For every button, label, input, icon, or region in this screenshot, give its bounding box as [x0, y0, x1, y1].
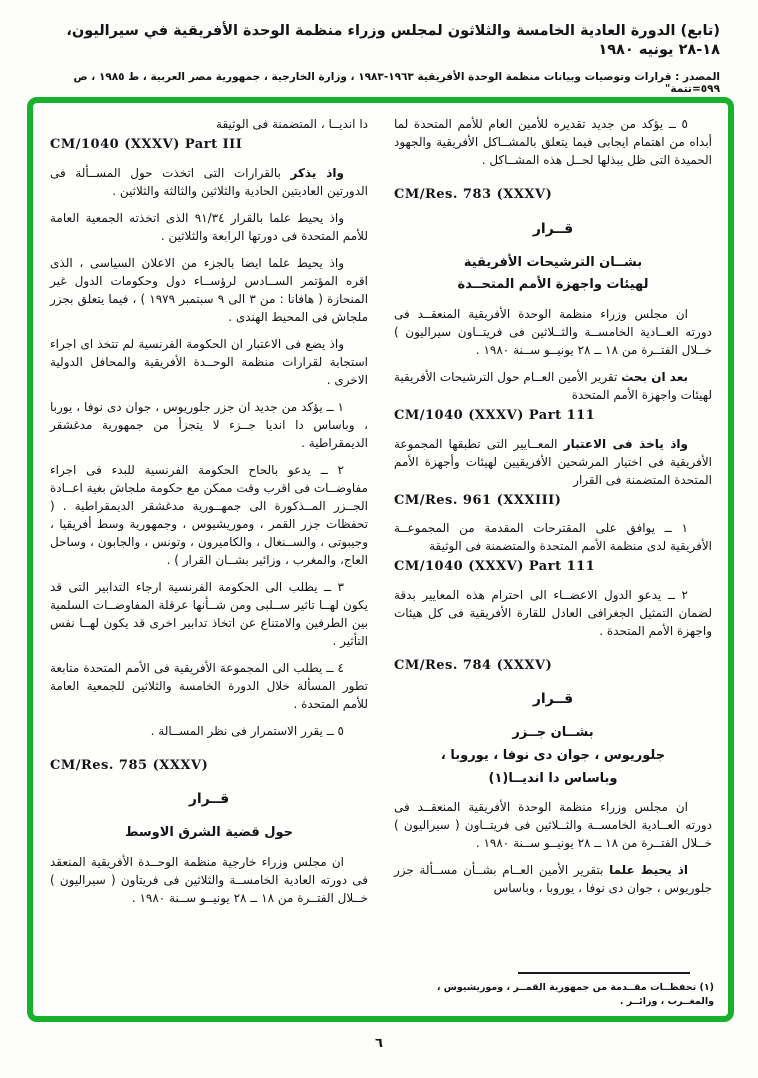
green-frame — [27, 97, 734, 1022]
paragraph-lead: اذ يحيط علما — [609, 863, 688, 878]
paragraph-taking-note — [394, 861, 712, 897]
resolution-784-title-line1: بشــان جــزر — [512, 725, 594, 740]
document-code-cm-1040-c: CM/1040 (XXXV) Part III — [50, 137, 243, 152]
paragraph-text: المعــايير التى تطبقها المجموعة الأفريقية فى اختيار المرشحين الأفريقيين لهيئات وأجهزة الأمم المتحدة المتضمنة فى القرار — [394, 436, 712, 487]
paragraph-lead: بعد ان بحث — [621, 370, 688, 384]
paragraph-text: تقرير الأمين العــام حول الترشيحات الأفريقية لهيئات واجهزة الأمم المتحدة — [394, 370, 712, 402]
footnote-separator-rule — [518, 972, 690, 974]
paragraph-noting-resolution-3491: واذ يحيط علما بالقرار ٩١/٣٤ الذى اتخذته الجمعية العامة للأمم المتحدة فى دورتها الرابعة والثلاثين . — [50, 210, 368, 243]
document-code-cm-1040-a: CM/1040 (XXXV) Part 111 — [394, 408, 596, 423]
paragraph-text: بالقرارات التى اتخذت حول المســألة فى الدورتين العاديتين الحادية والثلاثين والثالثة والثلاثين . — [50, 165, 368, 198]
column-right — [394, 115, 712, 1016]
paragraph-taking-into-account — [394, 435, 712, 489]
page-header — [34, 22, 720, 95]
paragraph-lead: واذ ياخذ فى الاعتبار — [563, 436, 689, 451]
resolution-heading: قــرار — [188, 791, 230, 807]
paragraph-bearing-in-mind: واذ يضع فى الاعتبار ان الحكومة الفرنسية لم تتخذ اى اجراء استجابة لقرارات منظمة الوحــدة الأفريقية والمحافل الدولية الاخرى . — [50, 336, 368, 387]
paragraph-operative-3: ٣ ــ يطلب الى الحكومة الفرنسية ارجاء التدابير التى قد يكون لهــا تاثير ســلبى ومن شــأنها عرقلة المفاوضــات السلمية بين الطرفين والامتناع عن اتخاذ تدابير اخرى قد يكون لهــا نفس التأثير . — [50, 579, 368, 648]
resolution-heading: قــرار — [532, 691, 574, 707]
paragraph-reaffirm-secretary-general: ٥ ــ يؤكد من جديد تقديره للأمين العام للأمم المتحدة لما أبداه من اهتمام ايجابى فيما يتعلق بالمشــاكل الأفريقية والجهود الحميدة التى ظل يبذلها لحــل هذه المشــاكل . — [394, 117, 712, 167]
resolution-783-title-line2: لهيئات واجهزة الأمم المتحــدة — [457, 277, 649, 293]
paragraph-council-784: ان مجلس وزراء منظمة الوحدة الأفريقية المنعقــد فى دورته العــادية الخامســة والثــلاثين فى فريتــاون ( سيراليون ) خــلال الفتــرة من ١٨ ــ ٢٨ يونيــو ســنة ١٩٨٠ . — [394, 800, 712, 851]
paragraph-lead: واذ يذكر — [290, 165, 345, 180]
column-left — [50, 115, 368, 1016]
paragraph-recalling — [50, 164, 368, 200]
paragraph-operative-4: ٤ ــ يطلب الى المجموعة الأفريقية فى الأمم المتحدة متابعة تطور المسألة خلال الدورة الخامسة والثلاثين للجمعية العامة للأمم المتحدة . — [50, 660, 368, 711]
paragraph-council-785: ان مجلس وزراء خارجية منظمة الوحــدة الأفريقية المنعقد فى دورته العادية الخامســة والثلاثين فى فريتاون ( سيراليون ) خــلال الفتــرة من ١٨ ــ ٢٨ يونيــو ســنة ١٩٨٠ . — [50, 854, 368, 905]
document-code-cm-1040-b: CM/1040 (XXXV) Part 111 — [394, 559, 596, 574]
resolution-784-title-line2: جلوريوس ، جوان دى نوفا ، يوروبا ، — [440, 747, 666, 763]
page-number: ٦ — [375, 1036, 383, 1051]
paragraph-operative-1: ١ ــ يؤكد من جديد ان جزر جلوريوس ، جوان دى نوفا ، يوربا ، وباساس دا انديا جــزء لا يتجزأ من جمهورية مدغشقر الديمقراطية . — [50, 399, 368, 450]
paragraph-operative-1: ١ ــ يوافق على المقترحات المقدمة من المجموعــة الأفريقية لدى منظمة الأمم المتحدة والمتضمنة فى الوثيقة — [394, 521, 712, 553]
two-column-layout — [33, 103, 728, 1016]
session-title: (تابع) الدورة العادية الخامسة والثلاثون لمجلس وزراء منظمة الوحدة الأفريقية في سيراليون، ١٨-٢٨ يونيه ١٩٨٠ — [66, 23, 720, 58]
paragraph-text: بتقرير الأمين العــام بشــأن مســألة جزر جلوريوس ، جوان دى نوفا ، يوروبا ، وباساس — [394, 863, 712, 896]
footnote — [412, 970, 714, 1008]
source-citation: المصدر : قرارات وتوصيات وبيانات منظمة الوحدة الأفريقية ١٩٦٣-١٩٨٣ ، وزارة الخارجية ، جمهورية مصر العربية ، ط ١٩٨٥ ، ص ٥٩٩=تتمة" — [73, 70, 720, 95]
paragraph-council-783: ان مجلس وزراء منظمة الوحدة الأفريقية المنعقــد فى دورته العــادية الخامســة والثــلاثين فى فريتــاون سيراليون ) خــلال الفتــرة من ١٨ ــ ٢٨ يونيــو ســنة ١٩٨٠ . — [394, 307, 712, 357]
resolution-783-title-line1: بشــان الترشيحات الأفريقية — [463, 254, 643, 270]
resolution-code-cm-res-783: CM/Res. 783 (XXXV) — [394, 187, 553, 202]
resolution-code-cm-res-961: CM/Res. 961 (XXXIII) — [394, 492, 562, 508]
resolution-784-title-line3: وباساس دا انديــا(١) — [488, 770, 618, 786]
resolution-785-title: حول قضية الشرق الاوسط — [124, 825, 294, 840]
paragraph-operative-2: ٢ ــ يدعو الدول الاعضــاء الى احترام هذه المعايير بدقة لضمان التمثيل الجغرافى العادل للقارة الأفريقية فى كل هيئات واجهزة الأمم المتحدة . — [394, 587, 712, 638]
paragraph-continuation: دا انديــا ، المتضمنة فى الوثيقة — [216, 117, 368, 131]
paragraph-operative-5: ٥ ــ يقرر الاستمرار فى نظر المســالة . — [150, 723, 344, 738]
paragraph-operative-2: ٢ ــ يدعو بالحاح الحكومة الفرنسية للبدء فى اجراء مفاوضــات فى اقرب وقت ممكن مع حكومة ملجاش بغية اعــادة الجــزر المــذكورة الى جمهــورية مدغشقر الديمقراطية . ( تحفظات جزر القمر ، وموريشيوس ، وجمهورية وسط أفريقيا ، وجيبوتى ، والســنغال ، والكاميرون ، وتونس ، والجابون ، وساحل العاج، والمغرب ، وزائير بشــان القرار ) . — [50, 462, 368, 567]
resolution-heading: قــرار — [532, 220, 574, 237]
paragraph-having-examined — [394, 368, 712, 404]
resolution-code-cm-res-784: CM/Res. 784 (XXXV) — [394, 657, 553, 673]
resolution-code-cm-res-785: CM/Res. 785 (XXXV) — [50, 757, 209, 773]
footnote-text: (١) تحفظــات مقــدمة من جمهورية القمــر ، وموريشيوس ، والمغــرب ، وزائــر . — [436, 982, 714, 1007]
paragraph-nonaligned-declaration: واذ يحيط علما ايضا بالجزء من الاعلان السياسى ، الذى اقره المؤتمر الســادس لرؤســاء دول وحكومات الدول غير المنحازة ( هافانا : من ٣ الى ٩ سبتمبر ١٩٧٩ ) ، فيما يتعلق بجزر ملجاش فى المحيط الهندى . — [50, 255, 369, 324]
